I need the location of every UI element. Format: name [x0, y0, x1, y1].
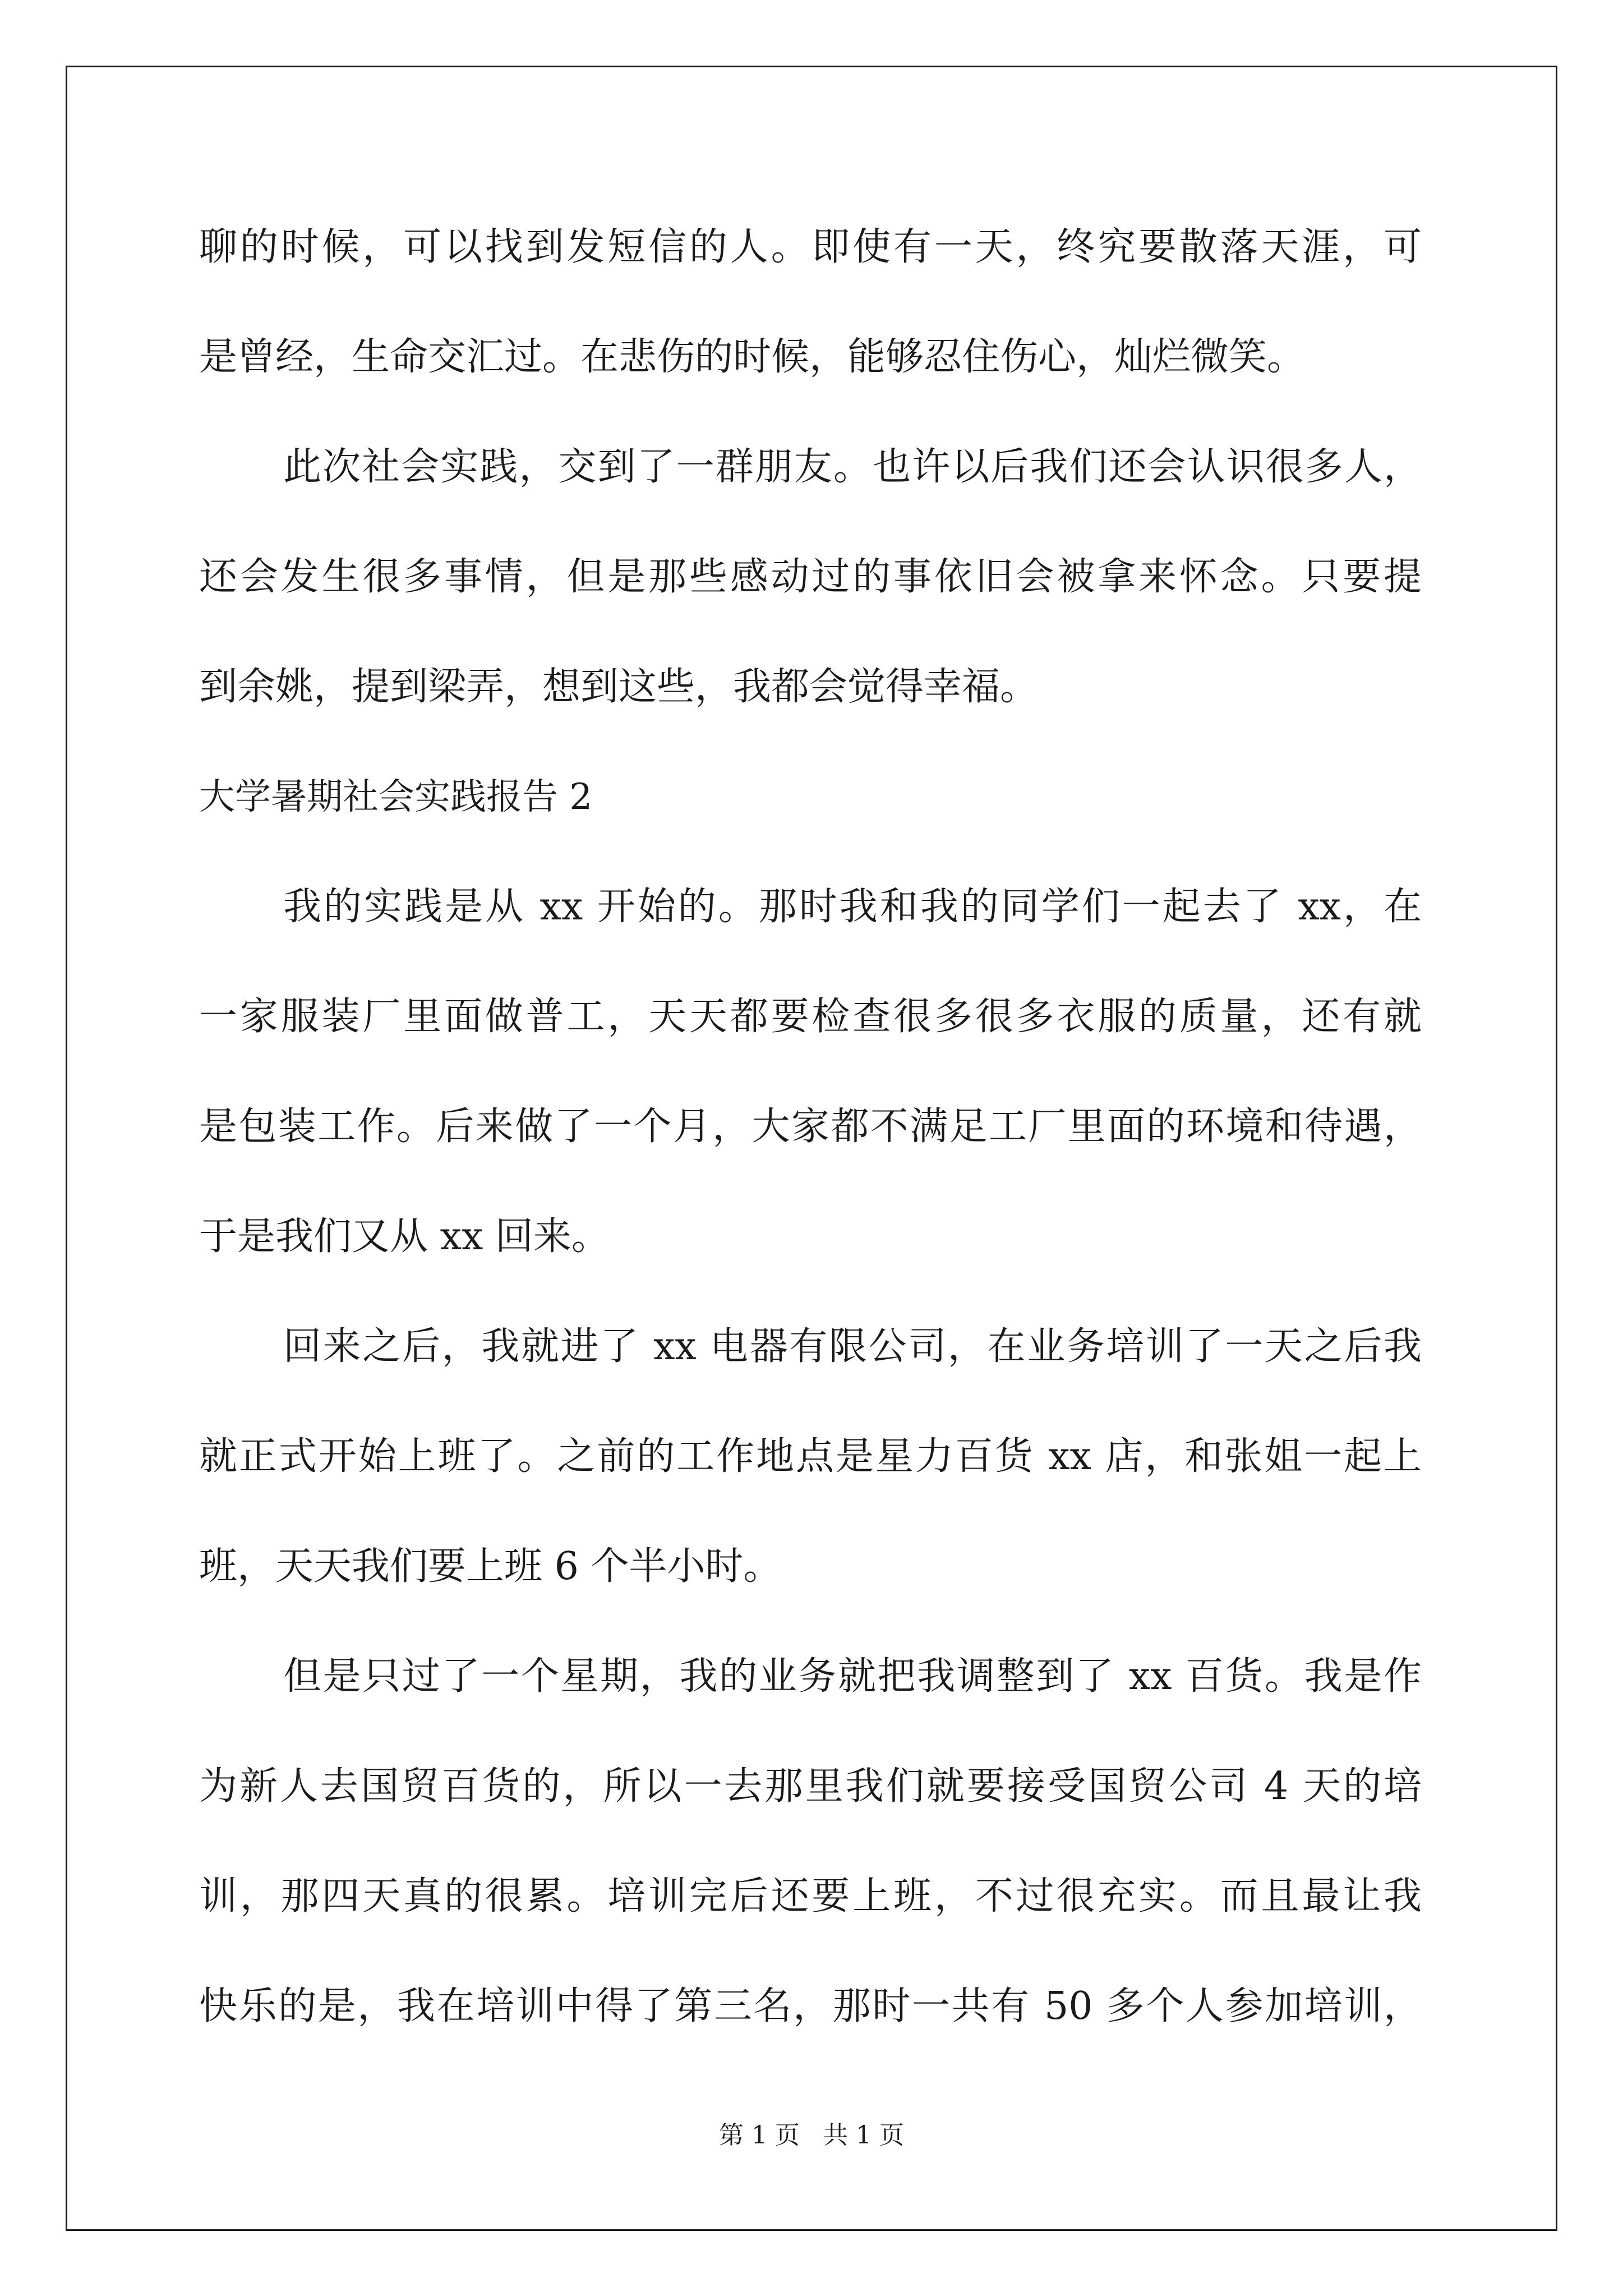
text-line: 就正式开始上班了。之前的工作地点是星力百货 xx 店，和张姐一起上: [199, 1434, 1422, 1479]
text-line: 但是只过了一个星期，我的业务就把我调整到了 xx 百货。我是作: [283, 1654, 1422, 1699]
text-line: 是包装工作。后来做了一个月，大家都不满足工厂里面的环境和待遇，: [199, 1105, 1422, 1149]
document-body: [199, 210, 1422, 2079]
text-line: 还会发生很多事情，但是那些感动过的事依旧会被拿来怀念。只要提: [199, 555, 1422, 599]
text-line: 到余姚，提到梁弄，想到这些，我都会觉得幸福。: [199, 665, 1039, 709]
text-line: 训，那四天真的很累。培训完后还要上班，不过很充实。而且最让我: [199, 1874, 1422, 1918]
text-line: 此次社会实践，交到了一群朋友。也许以后我们还会认识很多人，: [283, 445, 1422, 489]
text-line: 是曾经，生命交汇过。在悲伤的时候，能够忍住伤心，灿烂微笑。: [199, 335, 1306, 379]
text-line: 为新人去国贸百货的，所以一去那里我们就要接受国贸公司 4 天的培: [199, 1764, 1422, 1809]
text-line: 班，天天我们要上班 6 个半小时。: [199, 1544, 782, 1589]
page-footer: 第 1 页 共 1 页: [719, 2121, 904, 2150]
text-line: 聊的时候，可以找到发短信的人。即使有一天，终究要散落天涯，可: [199, 225, 1422, 269]
text-line: 于是我们又从 xx 回来。: [199, 1214, 610, 1259]
text-line: 快乐的是，我在培训中得了第三名，那时一共有 50 多个人参加培训，: [199, 1984, 1422, 2028]
text-line: 一家服装厂里面做普工，天天都要检查很多很多衣服的质量，还有就: [199, 995, 1422, 1039]
text-line: 我的实践是从 xx 开始的。那时我和我的同学们一起去了 xx，在: [283, 885, 1422, 929]
section-heading: 大学暑期社会实践报告 2: [199, 776, 593, 818]
text-line: 回来之后，我就进了 xx 电器有限公司，在业务培训了一天之后我: [283, 1324, 1422, 1369]
